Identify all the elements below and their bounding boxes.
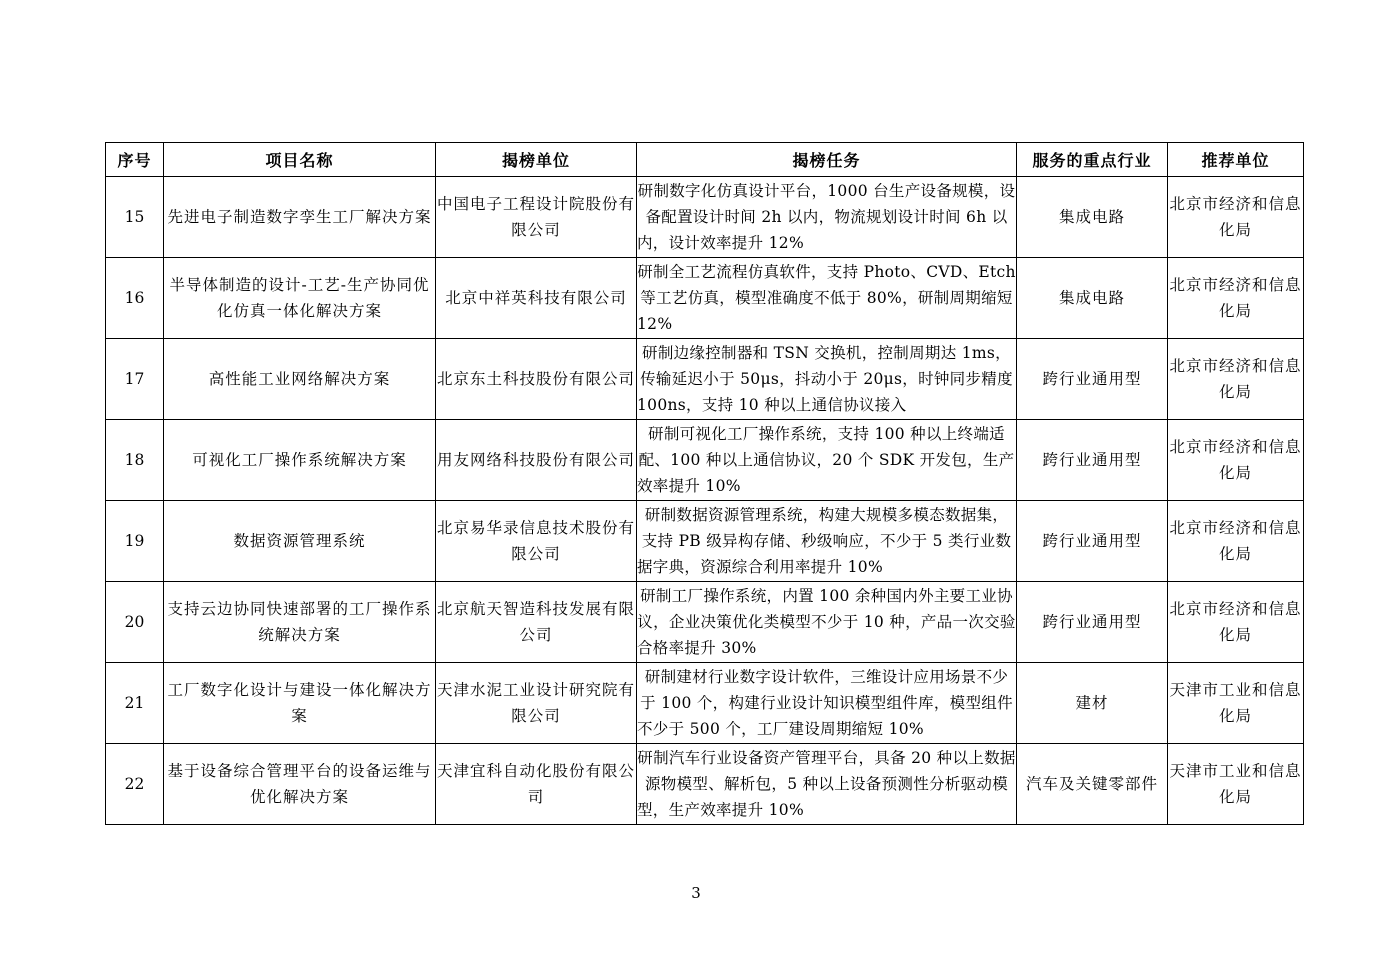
row-task: 研制建材行业数字设计软件，三维设计应用场景不少于 100 个，构建行业设计知识模型组件库，模型组件不少于 500 个，工厂建设周期缩短 10%	[637, 663, 1017, 744]
header-name: 项目名称	[164, 143, 436, 177]
row-industry: 跨行业通用型	[1017, 420, 1168, 501]
row-industry: 跨行业通用型	[1017, 501, 1168, 582]
row-unit: 中国电子工程设计院股份有限公司	[436, 177, 637, 258]
row-unit: 天津水泥工业设计研究院有限公司	[436, 663, 637, 744]
header-industry: 服务的重点行业	[1017, 143, 1168, 177]
row-project-name: 支持云边协同快速部署的工厂操作系统解决方案	[164, 582, 436, 663]
row-industry: 跨行业通用型	[1017, 582, 1168, 663]
row-task: 研制工厂操作系统，内置 100 余种国内外主要工业协议，企业决策优化类模型不少于 10 种，产品一次交验合格率提升 30%	[637, 582, 1017, 663]
row-task: 研制汽车行业设备资产管理平台，具备 20 种以上数据源物模型、解析包，5 种以上设备预测性分析驱动模型，生产效率提升 10%	[637, 744, 1017, 825]
table-row	[106, 258, 1304, 339]
row-industry: 集成电路	[1017, 177, 1168, 258]
row-unit: 北京东土科技股份有限公司	[436, 339, 637, 420]
row-num: 22	[106, 744, 164, 825]
page-number: 3	[691, 884, 701, 902]
table-row	[106, 177, 1304, 258]
row-recommender: 北京市经济和信息化局	[1168, 582, 1304, 663]
table-row	[106, 582, 1304, 663]
row-unit: 北京中祥英科技有限公司	[436, 258, 637, 339]
row-recommender: 北京市经济和信息化局	[1168, 258, 1304, 339]
table-row	[106, 420, 1304, 501]
row-unit: 天津宜科自动化股份有限公司	[436, 744, 637, 825]
row-industry: 跨行业通用型	[1017, 339, 1168, 420]
row-unit: 用友网络科技股份有限公司	[436, 420, 637, 501]
row-num: 17	[106, 339, 164, 420]
table-row	[106, 501, 1304, 582]
header-recommender: 推荐单位	[1168, 143, 1304, 177]
header-task: 揭榜任务	[637, 143, 1017, 177]
row-num: 21	[106, 663, 164, 744]
row-unit: 北京航天智造科技发展有限公司	[436, 582, 637, 663]
row-unit: 北京易华录信息技术股份有限公司	[436, 501, 637, 582]
header-num: 序号	[106, 143, 164, 177]
table-header-row	[106, 143, 1304, 177]
row-recommender: 天津市工业和信息化局	[1168, 663, 1304, 744]
row-task: 研制全工艺流程仿真软件，支持 Photo、CVD、Etch 等工艺仿真，模型准确度不低于 80%，研制周期缩短 12%	[637, 258, 1017, 339]
row-recommender: 北京市经济和信息化局	[1168, 501, 1304, 582]
row-project-name: 数据资源管理系统	[164, 501, 436, 582]
row-task: 研制可视化工厂操作系统，支持 100 种以上终端适配、100 种以上通信协议，20 个 SDK 开发包，生产效率提升 10%	[637, 420, 1017, 501]
row-task: 研制边缘控制器和 TSN 交换机，控制周期达 1ms，传输延迟小于 50μs，抖动小于 20μs，时钟同步精度 100ns，支持 10 种以上通信协议接入	[637, 339, 1017, 420]
project-table	[105, 142, 1304, 825]
row-task: 研制数字化仿真设计平台，1000 台生产设备规模，设备配置设计时间 2h 以内，物流规划设计时间 6h 以内，设计效率提升 12%	[637, 177, 1017, 258]
table-row	[106, 744, 1304, 825]
row-project-name: 半导体制造的设计-工艺-生产协同优化仿真一体化解决方案	[164, 258, 436, 339]
row-industry: 集成电路	[1017, 258, 1168, 339]
row-task: 研制数据资源管理系统，构建大规模多模态数据集，支持 PB 级异构存储、秒级响应，不少于 5 类行业数据字典，资源综合利用率提升 10%	[637, 501, 1017, 582]
table-row	[106, 339, 1304, 420]
row-industry: 建材	[1017, 663, 1168, 744]
row-recommender: 北京市经济和信息化局	[1168, 177, 1304, 258]
row-num: 19	[106, 501, 164, 582]
row-recommender: 天津市工业和信息化局	[1168, 744, 1304, 825]
row-project-name: 可视化工厂操作系统解决方案	[164, 420, 436, 501]
row-recommender: 北京市经济和信息化局	[1168, 339, 1304, 420]
row-project-name: 工厂数字化设计与建设一体化解决方案	[164, 663, 436, 744]
row-project-name: 先进电子制造数字孪生工厂解决方案	[164, 177, 436, 258]
row-industry: 汽车及关键零部件	[1017, 744, 1168, 825]
row-num: 20	[106, 582, 164, 663]
row-recommender: 北京市经济和信息化局	[1168, 420, 1304, 501]
row-project-name: 高性能工业网络解决方案	[164, 339, 436, 420]
header-unit: 揭榜单位	[436, 143, 637, 177]
row-num: 16	[106, 258, 164, 339]
row-project-name: 基于设备综合管理平台的设备运维与优化解决方案	[164, 744, 436, 825]
row-num: 15	[106, 177, 164, 258]
table-row	[106, 663, 1304, 744]
row-num: 18	[106, 420, 164, 501]
